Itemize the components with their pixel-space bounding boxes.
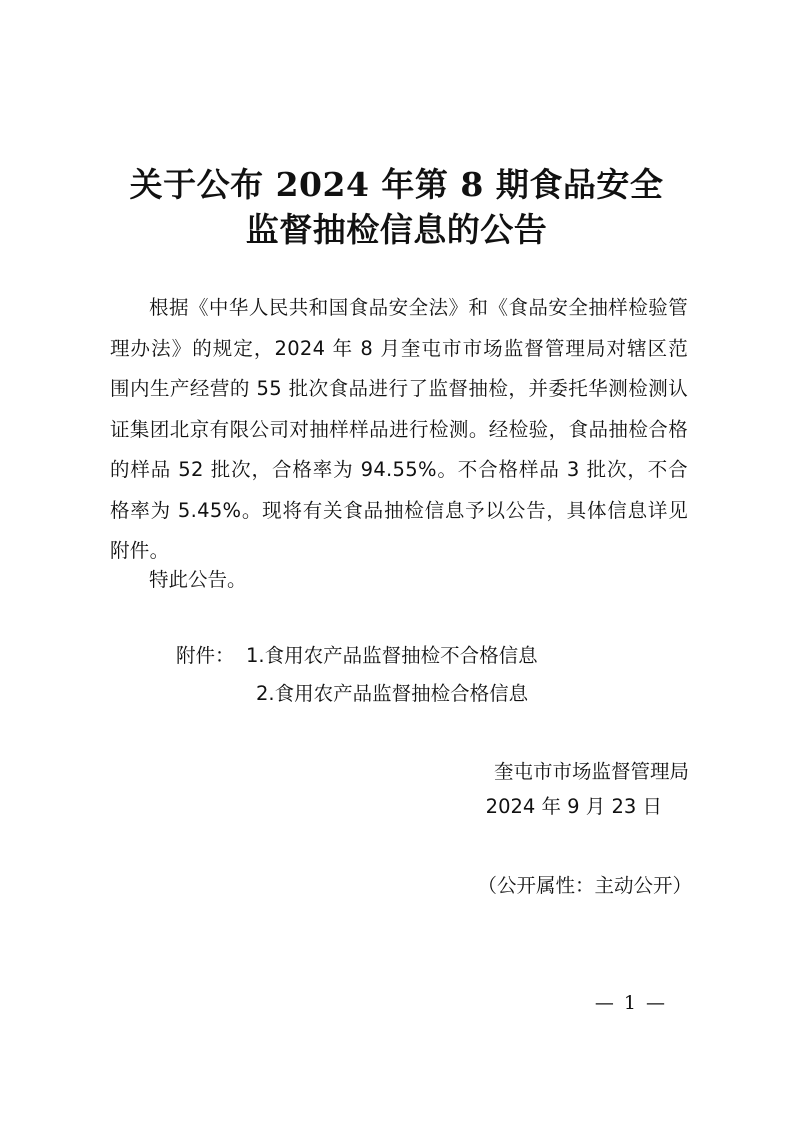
attachments-label: 附件： bbox=[176, 644, 235, 667]
issue-date: 2024 年 9 月 23 日 bbox=[485, 795, 662, 818]
attachment-item-2: 2.食用农产品监督抽检合格信息 bbox=[256, 682, 529, 705]
page-number: — 1 — bbox=[594, 992, 667, 1014]
closing-remark: 特此公告。 bbox=[149, 568, 247, 591]
disclosure-attribute: （公开属性：主动公开） bbox=[477, 874, 692, 897]
issuing-authority: 奎屯市市场监督管理局 bbox=[493, 760, 689, 783]
document-title-line-2: 监督抽检信息的公告 bbox=[245, 210, 548, 249]
attachment-item-1: 1.食用农产品监督抽检不合格信息 bbox=[246, 644, 538, 667]
announcement-body-paragraph: 根据《中华人民共和国食品安全法》和《食品安全抽样检验管理办法》的规定，2024 年 8 月奎屯市市场监督管理局对辖区范围内生产经营的 55 批次食品进行了监督抽检，并委托华测检测认证集团北京有限公司对抽样样品进行检测。经检验，食品抽检合格的样品 52 批次，合格率为 94.55%。不合格样品 3 批次，不合格率为 5.45%。现将有关食品抽检信息予以公告，具体信息详见附件。 bbox=[110, 296, 688, 562]
document-title-line-1: 关于公布 2024 年第 8 期食品安全 bbox=[129, 165, 664, 204]
